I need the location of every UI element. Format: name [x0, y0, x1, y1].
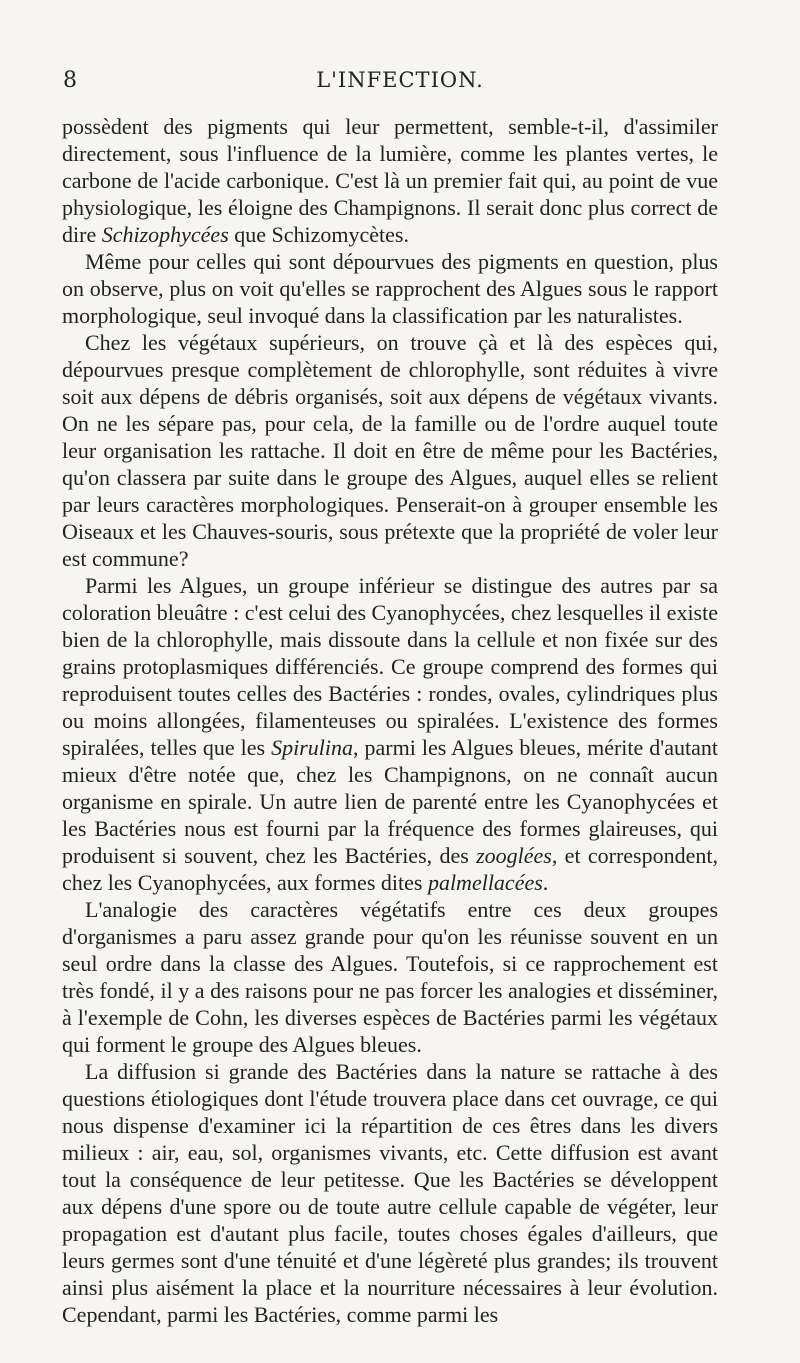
- page-number: 8: [63, 68, 78, 93]
- italic-term: palmellacées: [427, 870, 543, 895]
- paragraph-4: Parmi les Algues, un groupe inférieur se distingue des autres par sa coloration bleuâtre : c'est celui des Cyanophycées, chez lesquelles il existe bien de la chlorophylle, mais dissoute dans la cellule et non fixée sur des grains protoplasmiques différenciés. Ce groupe comprend des formes qui reproduisent toutes celles des Bactéries : rondes, ovales, cylindriques plus ou moins allongées, filamenteuses ou spiralées. L'existence des formes spiralées, telles que les Spirulina, parmi les Algues bleues, mérite d'autant mieux d'être notée que, chez les Champignons, on ne connaît aucun organisme en spirale. Un autre lien de parenté entre les Cyanophycées et les Bactéries nous est fourni par la fréquence des formes glaireuses, qui produisent si souvent, chez les Bactéries, des zooglées, et correspondent, chez les Cyanophycées, aux formes dites palmellacées.: [62, 573, 718, 895]
- paragraph-1: possèdent des pigments qui leur permettent, semble-t-il, d'assimiler directement, sous l'influence de la lumière, comme les plantes vertes, le carbone de l'acide carbonique. C'est là un premier fait qui, au point de vue physiologique, les éloigne des Champignons. Il serait donc plus correct de dire Schizophycées que Schizomycètes.: [62, 114, 718, 247]
- paragraph-6: La diffusion si grande des Bactéries dans la nature se rattache à des questions étiologiques dont l'étude trouvera place dans cet ouvrage, ce qui nous dispense d'examiner ici la répartition de ces êtres dans les divers milieux : air, eau, sol, organismes vivants, etc. Cette diffusion est avant tout la conséquence de leur petitesse. Que les Bactéries se développent aux dépens d'une spore ou de toute autre cellule capable de végéter, leur propagation est d'autant plus facile, toutes choses égales d'ailleurs, que leurs germes sont d'une ténuité et d'une légèreté plus grandes; ils trouvent ainsi plus aisément la place et la nourriture nécessaires à leur évolution. Cependant, parmi les Bactéries, comme parmi les: [62, 1059, 718, 1327]
- italic-term: zooglées: [476, 843, 552, 868]
- italic-term: Spirulina: [271, 735, 354, 760]
- page-header: [0, 68, 800, 98]
- italic-term: Schizophycées: [101, 222, 229, 247]
- paragraph-3: Chez les végétaux supérieurs, on trouve çà et là des espèces qui, dépourvues presque complètement de chlorophylle, sont réduites à vivre soit aux dépens de débris organisés, soit aux dépens de végétaux vivants. On ne les sépare pas, pour cela, de la famille ou de l'ordre auquel toute leur organisation les rattache. Il doit en être de même pour les Bactéries, qu'on classera par suite dans le groupe des Algues, auquel elles se relient par leurs caractères morphologiques. Penserait-on à grouper ensemble les Oiseaux et les Chauves-souris, sous prétexte que la propriété de voler leur est commune?: [62, 330, 718, 571]
- paragraph-2: Même pour celles qui sont dépourvues des pigments en question, plus on observe, plus on voit qu'elles se rapprochent des Algues sous le rapport morphologique, seul invoqué dans la classification par les naturalistes.: [62, 249, 718, 328]
- paragraph-5: L'analogie des caractères végétatifs entre ces deux groupes d'organismes a paru assez grande pour qu'on les réunisse souvent en un seul ordre dans la classe des Algues. Toutefois, si ce rapprochement est très fondé, il y a des raisons pour ne pas forcer les analogies et disséminer, à l'exemple de Cohn, les diverses espèces de Bactéries parmi les végétaux qui forment le groupe des Algues bleues.: [62, 897, 718, 1057]
- running-title: L'INFECTION.: [316, 68, 484, 92]
- body-text: [62, 113, 718, 1328]
